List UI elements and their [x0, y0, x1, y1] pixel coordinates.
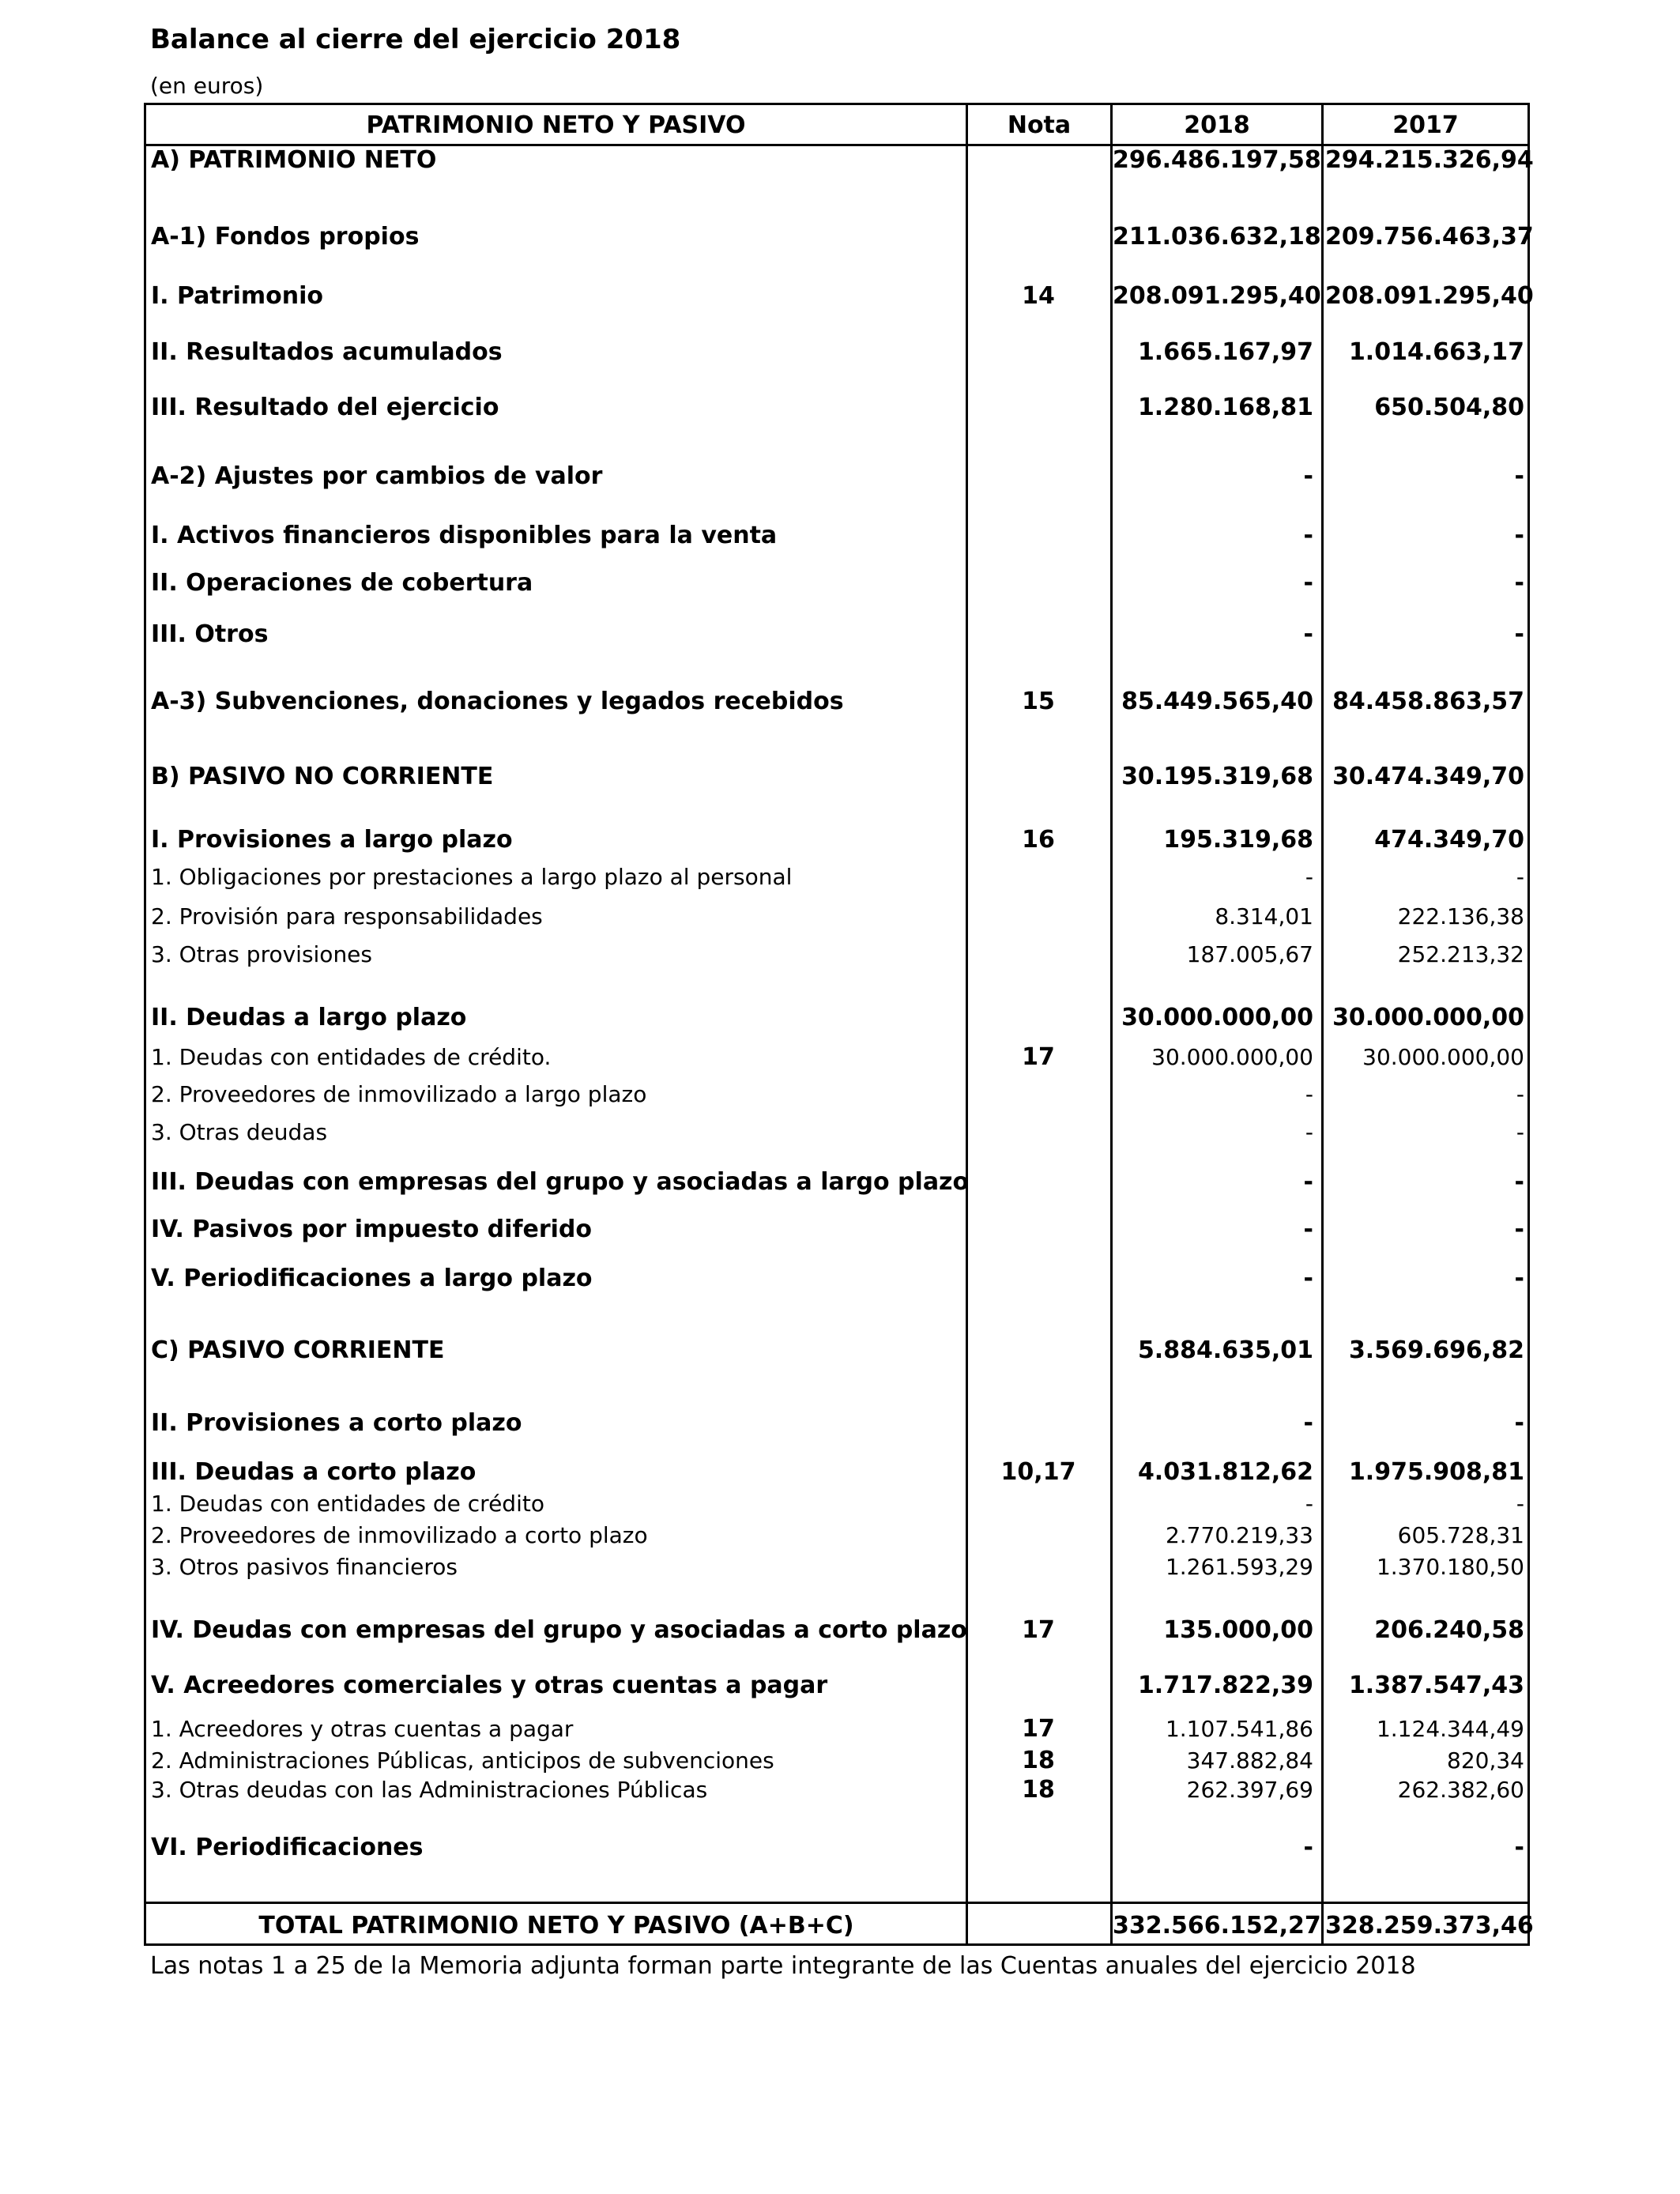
table-row [146, 1214, 1527, 1246]
row-nota: 16 [1022, 826, 1055, 854]
row-value-2017: 222.136,38 [1397, 903, 1524, 929]
row-label: II. Operaciones de cobertura [151, 569, 533, 597]
row-label: 2. Proveedores de inmovilizado a corto plazo [151, 1522, 648, 1548]
row-value-2017: 294.215.326,94 [1325, 146, 1534, 174]
header-nota: Nota [1007, 111, 1072, 139]
row-label: 3. Otras deudas [151, 1119, 328, 1145]
table-row [146, 1520, 1527, 1551]
table-row [146, 686, 1527, 718]
table-row [146, 1263, 1527, 1295]
units-note: (en euros) [150, 73, 264, 99]
row-nota: 15 [1022, 688, 1055, 715]
row-value-2017: 209.756.463,37 [1325, 223, 1534, 251]
table-row [146, 861, 1527, 893]
row-nota: 18 [1022, 1776, 1055, 1804]
row-value-2017: 1.975.908,81 [1348, 1458, 1524, 1486]
row-value-2018: - [1303, 620, 1313, 648]
row-nota: 14 [1022, 282, 1055, 310]
table-row [146, 1167, 1527, 1198]
row-nota: 18 [1022, 1747, 1055, 1774]
row-value-2017: - [1516, 1491, 1524, 1517]
row-value-2017: 1.124.344,49 [1376, 1716, 1524, 1742]
row-value-2017: 208.091.295,40 [1325, 282, 1534, 310]
total-label: TOTAL PATRIMONIO NETO Y PASIVO (A+B+C) [258, 1912, 854, 1940]
header-2017: 2017 [1392, 111, 1459, 139]
row-value-2018: - [1305, 1491, 1313, 1517]
row-value-2017: - [1514, 1265, 1524, 1292]
total-value-2017: 328.259.373,46 [1325, 1912, 1534, 1940]
table-row [146, 221, 1534, 253]
row-value-2017: 650.504,80 [1374, 394, 1524, 421]
row-label: A-3) Subvenciones, donaciones y legados recebidos [151, 688, 844, 715]
row-value-2018: 5.884.635,01 [1137, 1336, 1313, 1364]
table-row [146, 1408, 1527, 1439]
header-2018: 2018 [1184, 111, 1250, 139]
row-label: II. Deudas a largo plazo [151, 1004, 467, 1031]
row-value-2018: 8.314,01 [1215, 903, 1313, 929]
table-row [146, 520, 1527, 552]
row-value-2017: - [1516, 1081, 1524, 1107]
balance-table [144, 103, 1534, 1946]
row-label: III. Otros [151, 620, 269, 648]
row-value-2018: - [1303, 462, 1313, 490]
page-title: Balance al cierre del ejercicio 2018 [150, 24, 681, 55]
table-row [146, 567, 1527, 599]
row-value-2018: 262.397,69 [1186, 1777, 1313, 1803]
table-row [146, 939, 1527, 971]
row-value-2018: 208.091.295,40 [1113, 282, 1321, 310]
row-label: A-2) Ajustes por cambios de valor [151, 462, 603, 490]
row-value-2017: 252.213,32 [1397, 941, 1524, 967]
row-label: 2. Provisión para responsabilidades [151, 903, 543, 929]
row-value-2017: - [1514, 620, 1524, 648]
row-value-2018: 30.195.319,68 [1121, 763, 1313, 790]
row-value-2017: - [1514, 1168, 1524, 1196]
table-row [146, 1079, 1527, 1110]
row-value-2017: 84.458.863,57 [1332, 688, 1524, 715]
total-row [146, 1906, 1534, 1947]
total-value-2018: 332.566.152,27 [1113, 1912, 1321, 1940]
row-value-2018: - [1305, 1081, 1313, 1107]
row-label: 1. Obligaciones por prestaciones a largo plazo al personal [151, 864, 793, 890]
row-value-2017: 30.000.000,00 [1362, 1044, 1524, 1070]
table-row [146, 761, 1527, 793]
row-value-2017: - [1516, 864, 1524, 890]
row-label: V. Acreedores comerciales y otras cuentas a pagar [151, 1672, 828, 1699]
table-row [146, 824, 1527, 856]
table-row [146, 619, 1527, 650]
row-label: III. Deudas a corto plazo [151, 1458, 477, 1486]
row-value-2018: - [1303, 569, 1313, 597]
table-row [146, 1713, 1527, 1745]
row-value-2018: 347.882,84 [1186, 1747, 1313, 1774]
row-label: I. Provisiones a largo plazo [151, 826, 513, 854]
row-value-2017: 3.569.696,82 [1348, 1336, 1524, 1364]
row-value-2017: - [1516, 1119, 1524, 1145]
row-value-2018: - [1305, 1119, 1313, 1145]
row-value-2017: 30.000.000,00 [1332, 1004, 1524, 1031]
row-value-2018: 30.000.000,00 [1121, 1004, 1313, 1031]
table-row [146, 1745, 1527, 1777]
total-divider [146, 1902, 1527, 1904]
row-value-2018: 1.717.822,39 [1137, 1672, 1313, 1699]
row-label: VI. Periodificaciones [151, 1834, 424, 1861]
row-value-2018: - [1303, 1834, 1313, 1861]
row-label: IV. Pasivos por impuesto diferido [151, 1216, 593, 1243]
header-concept: PATRIMONIO NETO Y PASIVO [366, 111, 746, 139]
row-value-2017: - [1514, 1216, 1524, 1243]
row-value-2017: 262.382,60 [1397, 1777, 1524, 1803]
row-value-2018: 195.319,68 [1163, 826, 1313, 854]
table-row [146, 337, 1527, 368]
row-value-2017: - [1514, 1409, 1524, 1437]
table-row [146, 392, 1527, 424]
table-row [146, 1551, 1527, 1583]
row-label: B) PASIVO NO CORRIENTE [151, 763, 494, 790]
table-row [146, 1774, 1527, 1806]
row-label: 3. Otras deudas con las Administraciones Públicas [151, 1777, 708, 1803]
row-value-2017: - [1514, 522, 1524, 549]
row-nota: 17 [1022, 1616, 1055, 1644]
row-label: 2. Proveedores de inmovilizado a largo plazo [151, 1081, 647, 1107]
row-label: A) PATRIMONIO NETO [151, 146, 437, 174]
row-nota: 17 [1022, 1715, 1055, 1743]
table-row [146, 1488, 1527, 1520]
table-row [146, 1832, 1527, 1864]
row-value-2018: 30.000.000,00 [1151, 1044, 1313, 1070]
row-value-2018: 2.770.219,33 [1165, 1522, 1313, 1548]
row-value-2018: 4.031.812,62 [1137, 1458, 1313, 1486]
row-label: 1. Acreedores y otras cuentas a pagar [151, 1716, 574, 1742]
row-label: 2. Administraciones Públicas, anticipos de subvenciones [151, 1747, 774, 1774]
row-value-2018: - [1303, 1216, 1313, 1243]
row-value-2018: 1.261.593,29 [1165, 1554, 1313, 1580]
row-value-2017: 1.370.180,50 [1376, 1554, 1524, 1580]
row-label: IV. Deudas con empresas del grupo y asociadas a corto plazo [151, 1616, 967, 1644]
row-label: C) PASIVO CORRIENTE [151, 1336, 445, 1364]
row-label: V. Periodificaciones a largo plazo [151, 1265, 593, 1292]
row-value-2017: - [1514, 569, 1524, 597]
row-label: I. Activos financieros disponibles para la venta [151, 522, 778, 549]
row-label: II. Provisiones a corto plazo [151, 1409, 522, 1437]
row-value-2018: - [1303, 1168, 1313, 1196]
row-value-2017: 1.387.547,43 [1348, 1672, 1524, 1699]
row-nota: 10,17 [1000, 1458, 1076, 1486]
row-value-2018: - [1303, 1409, 1313, 1437]
row-value-2017: 605.728,31 [1397, 1522, 1524, 1548]
row-value-2017: 1.014.663,17 [1348, 338, 1524, 366]
row-label: A-1) Fondos propios [151, 223, 420, 251]
row-value-2018: - [1303, 1265, 1313, 1292]
table-row [146, 1335, 1527, 1367]
table-row [146, 145, 1534, 176]
row-value-2018: 85.449.565,40 [1121, 688, 1313, 715]
row-value-2018: 296.486.197,58 [1113, 146, 1321, 174]
row-value-2018: 211.036.632,18 [1113, 223, 1321, 251]
table-row [146, 1042, 1527, 1073]
row-value-2017: - [1514, 1834, 1524, 1861]
footnote: Las notas 1 a 25 de la Memoria adjunta forman parte integrante de las Cuentas anuales del ejercicio 2018 [150, 1952, 1416, 1980]
table-row [146, 1615, 1527, 1646]
row-label: 1. Deudas con entidades de crédito [151, 1491, 544, 1517]
row-value-2017: 474.349,70 [1374, 826, 1524, 854]
row-value-2018: 1.665.167,97 [1137, 338, 1313, 366]
row-value-2018: 135.000,00 [1163, 1616, 1313, 1644]
row-label: III. Resultado del ejercicio [151, 394, 499, 421]
row-value-2018: - [1303, 522, 1313, 549]
row-label: 3. Otras provisiones [151, 941, 372, 967]
row-value-2017: 820,34 [1447, 1747, 1524, 1774]
table-row [146, 1670, 1527, 1702]
row-label: 3. Otros pasivos financieros [151, 1554, 458, 1580]
table-row [146, 901, 1527, 933]
row-label: 1. Deudas con entidades de crédito. [151, 1044, 552, 1070]
row-value-2018: - [1305, 864, 1313, 890]
row-value-2018: 187.005,67 [1186, 941, 1313, 967]
table-row [146, 1002, 1527, 1034]
row-value-2018: 1.280.168,81 [1137, 394, 1313, 421]
row-value-2017: - [1514, 462, 1524, 490]
row-nota: 17 [1022, 1043, 1055, 1071]
table-row [146, 1117, 1527, 1148]
row-value-2017: 206.240,58 [1374, 1616, 1524, 1644]
row-label: III. Deudas con empresas del grupo y asociadas a largo plazo [151, 1168, 970, 1196]
table-row [146, 1457, 1527, 1488]
row-value-2017: 30.474.349,70 [1332, 763, 1524, 790]
row-label: II. Resultados acumulados [151, 338, 503, 366]
row-label: I. Patrimonio [151, 282, 323, 310]
table-row [146, 281, 1534, 312]
row-value-2018: 1.107.541,86 [1165, 1716, 1313, 1742]
table-row [146, 461, 1527, 492]
